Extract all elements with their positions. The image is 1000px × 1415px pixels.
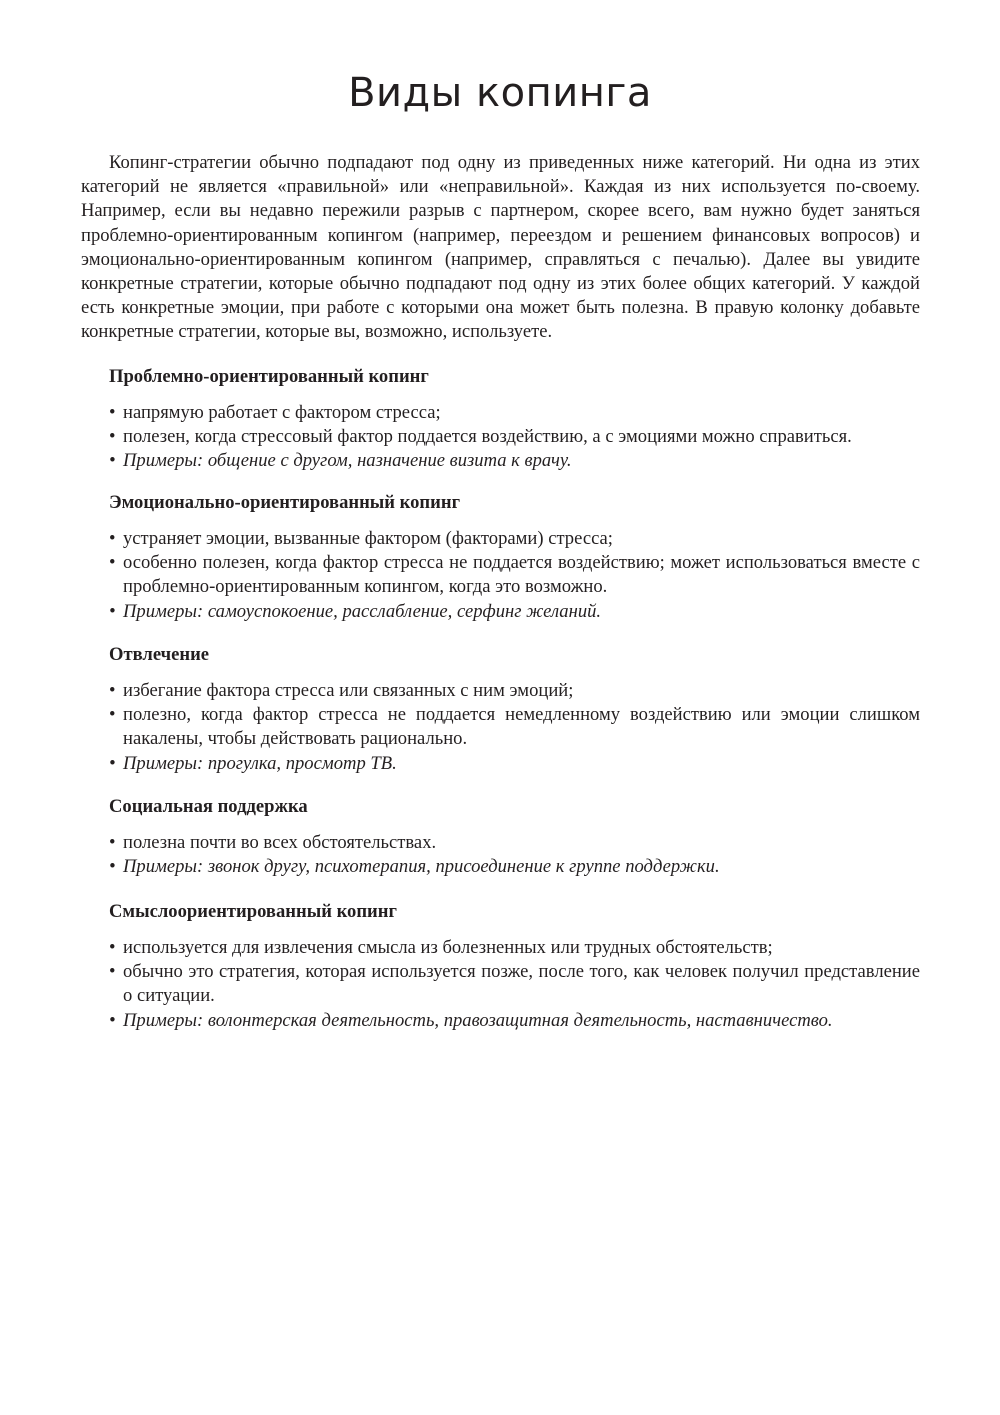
bullet-icon: • — [109, 450, 116, 472]
bullet-icon: • — [109, 704, 116, 726]
section-social-support — [109, 795, 920, 879]
bullet-icon: • — [109, 600, 116, 622]
examples-item: • Примеры: звонок другу, психотерапия, присоединение к группе поддержки. — [109, 855, 920, 879]
bullet-icon: • — [109, 937, 116, 958]
examples-item: • Примеры: самоуспокоение, расслабление, серфинг желаний. — [109, 600, 920, 624]
bullet-icon: • — [109, 680, 116, 701]
bullet-list — [109, 527, 920, 624]
section-problem-focused — [109, 365, 920, 474]
bullet-list — [109, 831, 920, 879]
section-heading: Проблемно-ориентированный копинг — [109, 366, 429, 387]
bullet-icon: • — [109, 752, 116, 774]
bullet-list — [109, 401, 920, 474]
list-item: • полезно, когда фактор стресса не поддается немедленному воздействию или эмоции слишком накалены, чтобы действовать рационально. — [109, 704, 920, 750]
section-emotion-focused — [109, 491, 920, 624]
bullet-icon: • — [109, 402, 116, 423]
list-item: • используется для извлечения смысла из болезненных или трудных обстоятельств; — [109, 936, 920, 960]
section-distraction — [109, 643, 920, 776]
section-heading: Смыслоориентированный копинг — [109, 901, 397, 922]
list-item: • полезна почти во всех обстоятельствах. — [109, 831, 920, 855]
bullet-icon: • — [109, 832, 116, 853]
page-title: Виды копинга — [348, 70, 652, 116]
bullet-icon: • — [109, 528, 116, 549]
intro-paragraph: Копинг-стратегии обычно подпадают под одну из приведенных ниже категорий. Ни одна из этих категорий не является «правильной» или «неправильной». Каждая из них используется по-своему. Например, если вы недавно пережили разрыв с партнером, скорее всего, вам нужно будет заняться проблемно-ориентированным копингом (например, переездом и решением финансовых вопросов) и эмоционально-ориентированным копингом (например, справляться с печалью). Далее вы увидите конкретные стратегии, которые обычно подпадают под одну из этих более общих категорий. У каждой есть конкретные эмоции, при работе с которыми она может быть полезна. В правую колонку добавьте конкретные стратегии, которые вы, возможно, используете. — [81, 152, 920, 343]
bullet-icon: • — [109, 552, 116, 574]
list-item: • обычно это стратегия, которая используется позже, после того, как человек получил представление о ситуации. — [109, 961, 920, 1007]
bullet-icon: • — [109, 1009, 116, 1031]
bullet-icon: • — [109, 426, 116, 448]
examples-item: • Примеры: волонтерская деятельность, правозащитная деятельность, наставничество. — [109, 1009, 920, 1033]
list-item: • устраняет эмоции, вызванные фактором (факторами) стресса; — [109, 527, 920, 551]
section-meaning-focused — [109, 900, 920, 1033]
list-item: • напрямую работает с фактором стресса; — [109, 401, 920, 425]
bullet-list — [109, 679, 920, 776]
section-heading: Отвлечение — [109, 644, 210, 665]
examples-item: • Примеры: общение с другом, назначение визита к врачу. — [109, 449, 920, 473]
bullet-icon: • — [109, 961, 116, 983]
bullet-icon: • — [109, 856, 116, 878]
bullet-list — [109, 936, 920, 1033]
examples-item: • Примеры: прогулка, просмотр ТВ. — [109, 752, 920, 776]
list-item: • особенно полезен, когда фактор стресса не поддается воздействию; может использоваться вместе с проблемно-ориентированным копингом, когда это возможно. — [109, 552, 920, 598]
section-heading: Эмоционально-ориентированный копинг — [109, 492, 461, 513]
section-heading: Социальная поддержка — [109, 796, 308, 817]
list-item: • полезен, когда стрессовый фактор поддается воздействию, а с эмоциями можно справиться. — [109, 425, 920, 449]
list-item: • избегание фактора стресса или связанных с ним эмоций; — [109, 679, 920, 703]
